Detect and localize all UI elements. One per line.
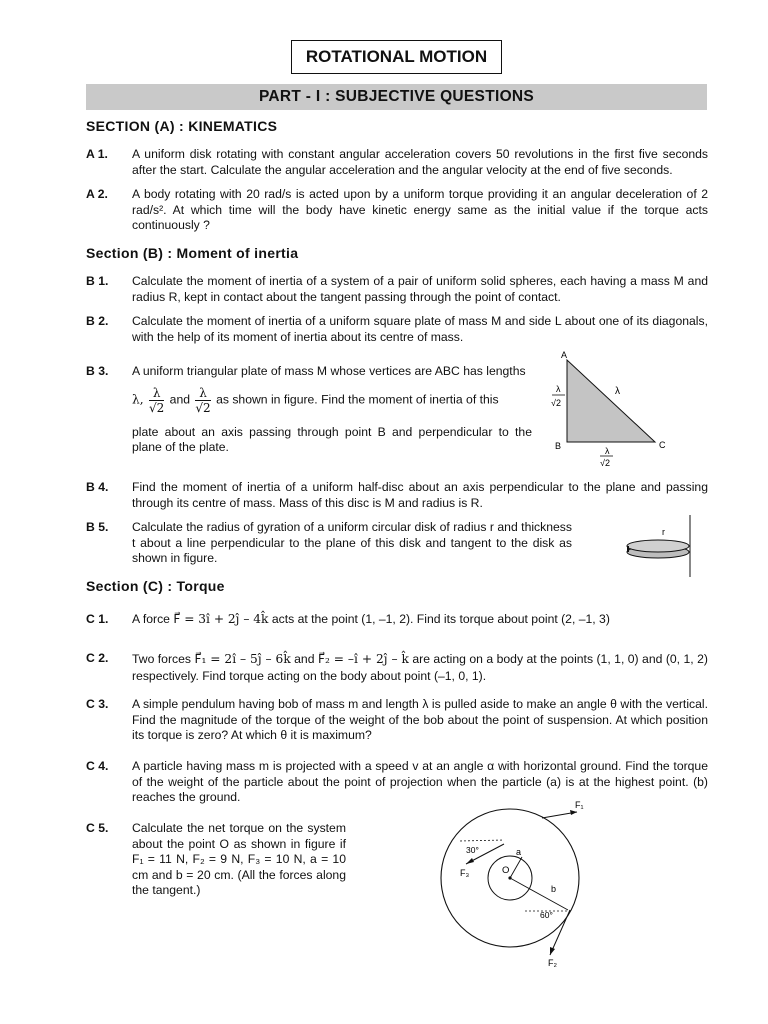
question-text: A uniform disk rotating with constant angular acceleration covers 50 revolutions in the first five seconds after the start. Calculate the angular acceleration and the angular velocity at the end of five seconds. bbox=[132, 147, 708, 177]
fraction bbox=[195, 386, 210, 415]
side-ab-denominator: √2 bbox=[551, 398, 561, 408]
question-number: C 1. bbox=[86, 612, 109, 626]
radius-b-label: b bbox=[551, 884, 557, 894]
question-number: B 3. bbox=[86, 364, 109, 378]
question-number: C 3. bbox=[86, 697, 109, 711]
question-text: Calculate the net torque on the system about the point O as shown in figure if F₁ = 11 N, F₂ = 9 N, F₃ = 10 N, a = 10 cm and b = 20 cm. (All the forces along the tangent.) bbox=[132, 821, 346, 897]
question-number: B 2. bbox=[86, 314, 109, 328]
lambda-symbol: λ, bbox=[132, 392, 144, 407]
question-b4 bbox=[86, 480, 708, 511]
fraction-numerator: λ bbox=[149, 386, 164, 401]
part-header: PART - I : SUBJECTIVE QUESTIONS bbox=[86, 84, 707, 110]
angle-60-label: 60° bbox=[540, 910, 553, 920]
angle-30-label: 30° bbox=[466, 845, 479, 855]
question-number: A 2. bbox=[86, 187, 108, 201]
question-text: Calculate the radius of gyration of a uniform circular disk of radius r and thickness t about a line perpendicular to the plane of this disk and tangent to the disk as shown in figure. bbox=[132, 520, 572, 565]
side-ab-numerator: λ bbox=[556, 384, 561, 394]
force-vector-1: F⃗₁ = 2î – 5ĵ – 6k̂ bbox=[194, 652, 291, 666]
question-text: A body rotating with 20 rad/s is acted upon by a uniform torque providing it an angular deceleration of 2 rad/s². At which time will the body have kinetic energy same as the initial value if the torque acts continuously ? bbox=[132, 187, 708, 232]
side-bc-numerator: λ bbox=[605, 446, 610, 456]
force-f1-label: F₁ bbox=[575, 800, 584, 810]
section-b-heading: Section (B) : Moment of inertia bbox=[86, 245, 299, 261]
vertex-b-label: B bbox=[555, 441, 562, 451]
question-text: Calculate the moment of inertia of a uniform square plate of mass M and side L about one of its diagonals, with the help of its moment of inertia about its centre of mass. bbox=[132, 314, 708, 344]
question-text: A simple pendulum having bob of mass m and length λ is pulled aside to make an angle θ with the vertical. Find the magnitude of the torque of the weight of the bob about the point of suspension. At which position its torque is zero? At which θ it is maximum? bbox=[132, 697, 708, 742]
force-vector: F⃗ = 3î + 2ĵ – 4k̂ bbox=[173, 612, 269, 626]
question-formula-line bbox=[132, 386, 532, 415]
question-text: acts at the point (1, –1, 2). Find its torque about point (2, –1, 3) bbox=[271, 612, 610, 626]
question-c4 bbox=[86, 759, 708, 806]
question-number: C 5. bbox=[86, 821, 109, 835]
question-number: B 4. bbox=[86, 480, 109, 494]
question-text: Calculate the moment of inertia of a system of a pair of uniform solid spheres, each having a mass M and radius R, kept in contact about the tangent passing through the point of contact. bbox=[132, 274, 708, 304]
and-word: and bbox=[294, 652, 315, 666]
disk-top bbox=[627, 540, 689, 552]
question-c5 bbox=[86, 821, 708, 899]
fraction-denominator: √2 bbox=[195, 400, 211, 415]
section-a-heading: SECTION (A) : KINEMATICS bbox=[86, 118, 278, 134]
question-text: as shown in figure. Find the moment of inertia of this bbox=[216, 392, 499, 407]
question-c2 bbox=[86, 651, 708, 685]
triangle-plate bbox=[567, 360, 655, 442]
force-f3-label: F₃ bbox=[460, 868, 470, 878]
vertex-c-label: C bbox=[659, 440, 666, 450]
vertex-a-label: A bbox=[561, 350, 568, 360]
question-text: Two forces bbox=[132, 652, 191, 666]
question-number: C 2. bbox=[86, 651, 109, 665]
fraction-denominator: √2 bbox=[149, 400, 165, 415]
center-label: O bbox=[502, 865, 510, 876]
section-c-heading: Section (C) : Torque bbox=[86, 578, 225, 594]
question-text: are acting on a body at the points (1, 1, 0) and (0, 1, 2) respectively. Find torque acting on the body about point (–1, 0, 1). bbox=[132, 652, 708, 683]
radius-label: r bbox=[662, 527, 665, 537]
wheel-figure bbox=[430, 800, 600, 970]
question-number: A 1. bbox=[86, 147, 108, 161]
question-a2 bbox=[86, 187, 708, 234]
question-number: B 1. bbox=[86, 274, 109, 288]
question-number: C 4. bbox=[86, 759, 109, 773]
question-b5 bbox=[86, 520, 708, 567]
fraction bbox=[149, 386, 164, 415]
question-b2 bbox=[86, 314, 708, 345]
question-text: A force bbox=[132, 612, 170, 626]
force-f2-label: F₂ bbox=[548, 958, 557, 968]
side-bc-denominator: √2 bbox=[600, 458, 610, 468]
question-c3 bbox=[86, 697, 708, 744]
question-b1 bbox=[86, 274, 708, 305]
hypotenuse-label: λ bbox=[615, 386, 620, 397]
question-text: A particle having mass m is projected with a speed v at an angle α with horizontal ground. Find the torque of the weight of the particle about the point of projection when the particle (a) is at the highest point. (b) reaches the ground. bbox=[132, 759, 708, 804]
page-title: ROTATIONAL MOTION bbox=[291, 40, 502, 74]
question-text: plate about an axis passing through point B and perpendicular to the plane of the plate. bbox=[132, 424, 532, 454]
question-c1 bbox=[86, 612, 708, 628]
radius-a-label: a bbox=[516, 847, 522, 857]
and-word: and bbox=[169, 392, 191, 407]
triangle-figure bbox=[545, 348, 685, 470]
question-a1 bbox=[86, 147, 708, 178]
force-vector-2: F⃗₂ = –î + 2ĵ – k̂ bbox=[317, 652, 409, 666]
question-text: A uniform triangular plate of mass M whose vertices are ABC has lengths bbox=[132, 364, 526, 378]
question-text: Find the moment of inertia of a uniform half-disc about an axis perpendicular to the plane and passing through its centre of mass. Mass of this disc is M and radius is R. bbox=[132, 480, 708, 510]
question-number: B 5. bbox=[86, 520, 109, 534]
fraction-numerator: λ bbox=[195, 386, 210, 401]
disk-figure bbox=[620, 515, 720, 580]
